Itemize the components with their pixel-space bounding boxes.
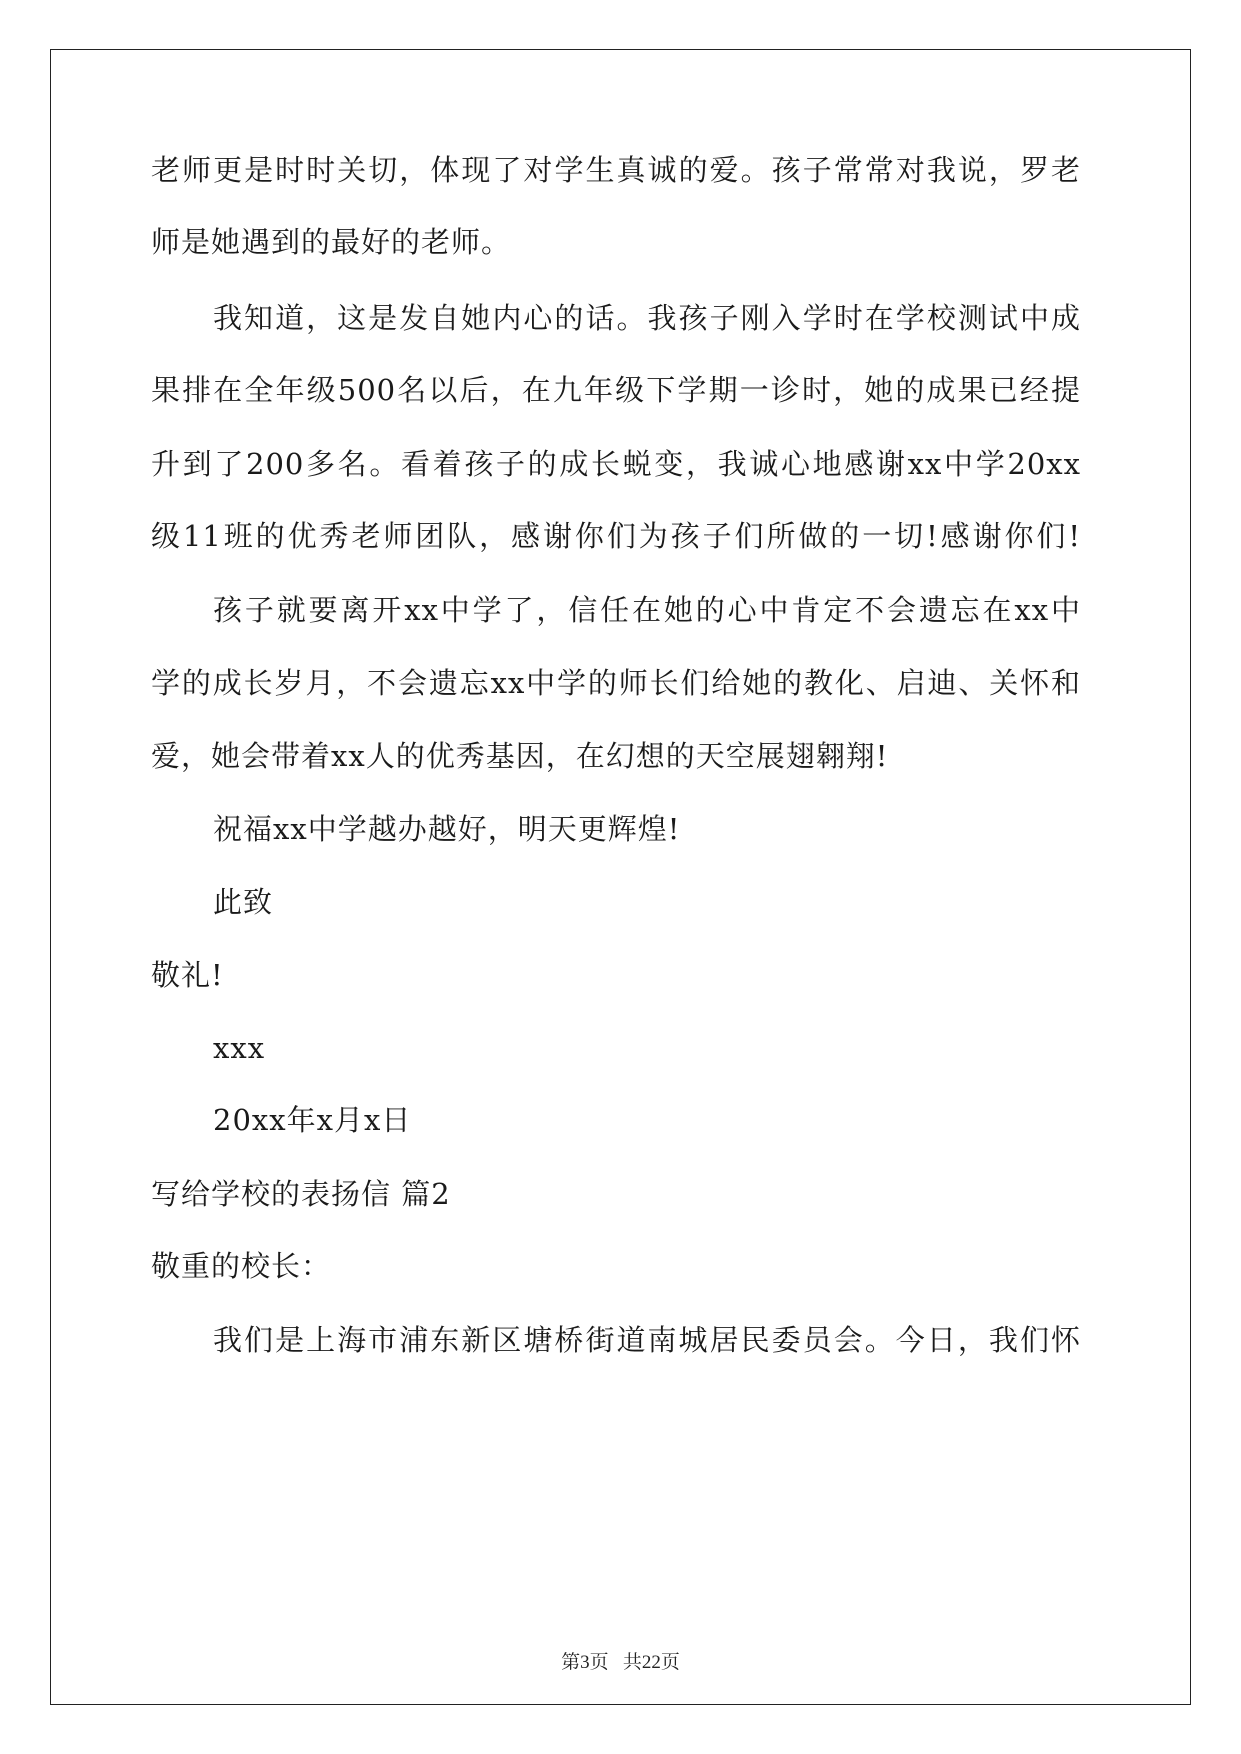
signature: xxx (213, 1031, 266, 1065)
text-line-6: 级11班的优秀老师团队，感谢你们为孩子们所做的一切!感谢你们! (151, 519, 1081, 553)
text-line-7: 孩子就要离开xx中学了，信任在她的心中肯定不会遗忘在xx中 (213, 593, 1081, 627)
text-line-8: 学的成长岁月，不会遗忘xx中学的师长们给她的教化、启迪、关怀和 (151, 666, 1081, 700)
section-heading: 写给学校的表扬信 篇2 (151, 1177, 451, 1211)
text-line-4: 果排在全年级500名以后，在九年级下学期一诊时，她的成果已经提 (151, 373, 1081, 407)
text-line-9: 爱，她会带着xx人的优秀基因，在幻想的天空展翅翱翔! (151, 739, 889, 773)
text-line-10: 祝福xx中学越办越好，明天更辉煌! (213, 812, 681, 846)
page-number-footer: 第3页 共22页 (561, 1652, 680, 1673)
greeting: 敬重的校长： (151, 1249, 332, 1283)
text-line-17: 我们是上海市浦东新区塘桥街道南城居民委员会。今日，我们怀 (213, 1323, 1081, 1357)
date-line: 20xx年x月x日 (213, 1103, 412, 1137)
text-line-5: 升到了200多名。看着孩子的成长蜕变，我诚心地感谢xx中学20xx (151, 447, 1081, 481)
closing-salutation: 此致 (213, 885, 274, 919)
text-line-3: 我知道，这是发自她内心的话。我孩子刚入学时在学校测试中成 (213, 301, 1081, 335)
text-line-2: 师是她遇到的最好的老师。 (151, 225, 512, 259)
text-line-1: 老师更是时时关切，体现了对学生真诚的爱。孩子常常对我说，罗老 (151, 153, 1081, 187)
closing-respect: 敬礼! (151, 958, 224, 992)
